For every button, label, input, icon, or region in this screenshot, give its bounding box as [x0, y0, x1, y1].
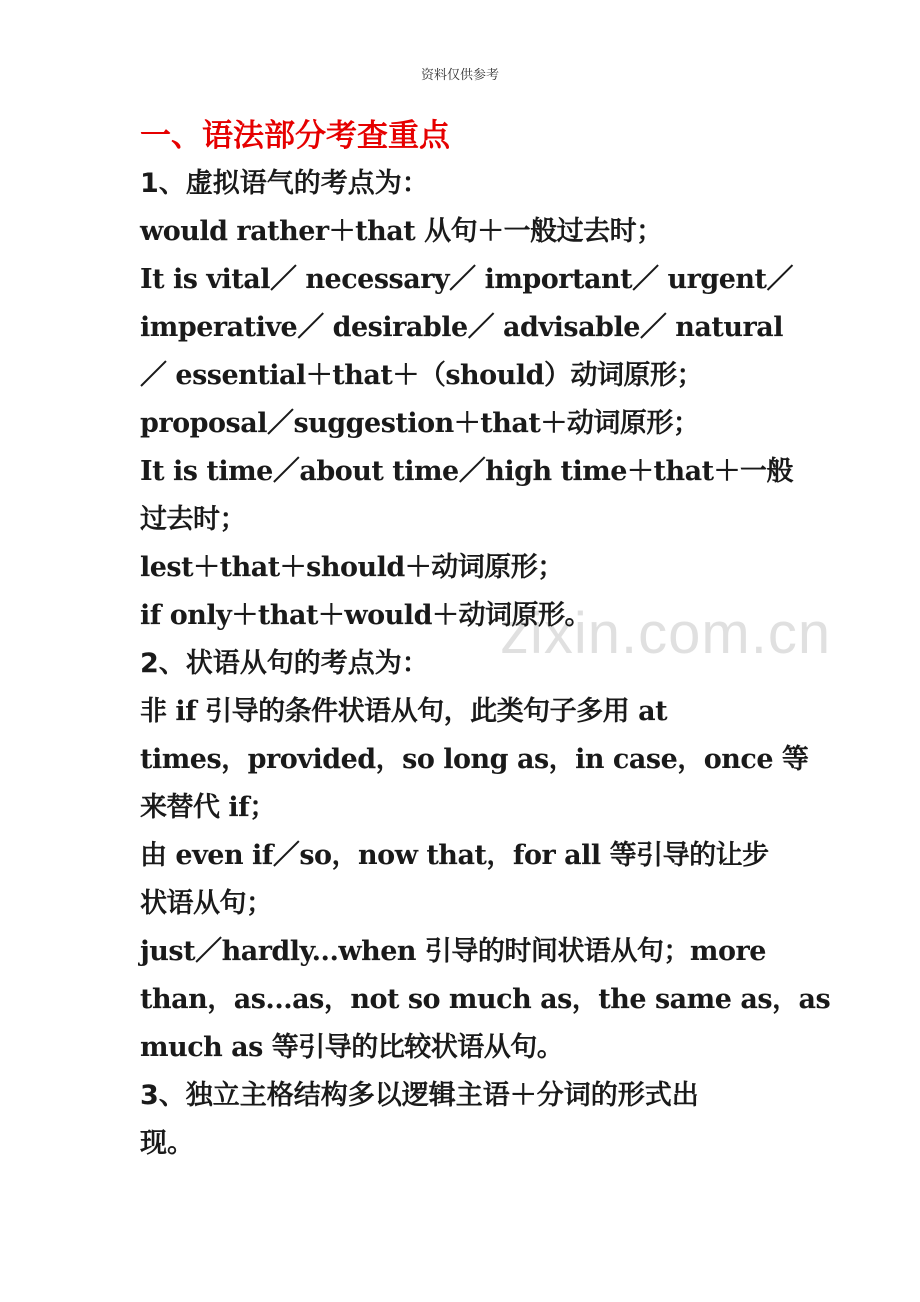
page-header: 资料仅供参考	[420, 68, 499, 83]
text-line: 3、独立主格结构多以逻辑主语＋分词的形式出	[140, 1080, 699, 1111]
text-line: 由 even if／so，now that，for all 等引导的让步	[140, 840, 769, 871]
text-line: would rather＋that 从句＋一般过去时；	[140, 216, 663, 247]
text-line: 2、状语从句的考点为：	[140, 648, 429, 679]
watermark: zixin.com.cn	[500, 601, 832, 666]
text-line: much as 等引导的比较状语从句。	[140, 1032, 564, 1063]
text-line: just／hardly...when 引导的时间状语从句；more	[140, 936, 766, 967]
text-line: 状语从句；	[140, 888, 273, 919]
text-line: 过去时；	[140, 504, 246, 535]
text-line: 来替代 if；	[140, 792, 276, 823]
text-line: if only＋that＋would＋动词原形。	[140, 600, 591, 631]
text-line: It is time／about time／high time＋that＋一般	[140, 456, 794, 487]
text-line: imperative／ desirable／ advisable／ natural	[140, 312, 783, 343]
text-line: ／ essential＋that＋（should）动词原形；	[140, 360, 703, 391]
text-line: proposal／suggestion＋that＋动词原形；	[140, 408, 700, 439]
text-line: times，provided，so long as，in case，once 等	[140, 744, 809, 775]
text-line: It is vital／ necessary／ important／ urgent／	[140, 264, 793, 295]
text-line: 非 if 引导的条件状语从句，此类句子多用 at	[140, 696, 668, 727]
document-body	[140, 112, 831, 1168]
text-line: 现。	[140, 1128, 194, 1159]
text-line: 1、虚拟语气的考点为：	[140, 168, 429, 199]
text-line: than，as...as，not so much as，the same as，as	[140, 984, 831, 1015]
section-heading: 一、语法部分考查重点	[140, 118, 450, 154]
text-line: lest＋that＋should＋动词原形；	[140, 552, 564, 583]
